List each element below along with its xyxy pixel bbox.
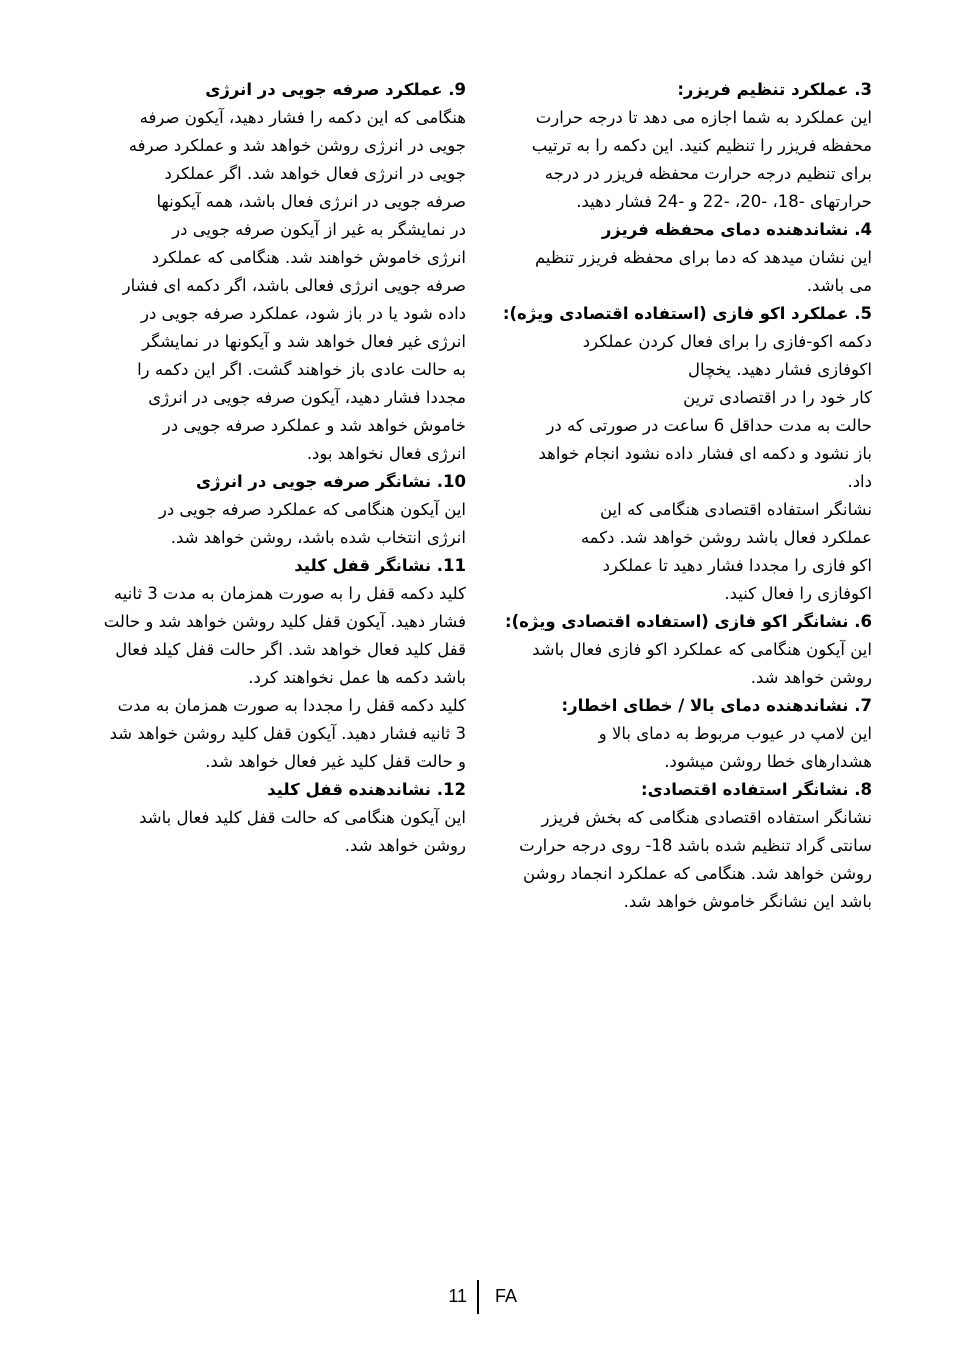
section-heading: 11. نشانگر قفل کلید xyxy=(294,556,466,575)
section-heading: 6. نشانگر اکو فازی (استفاده اقتصادی ویژه): xyxy=(505,612,872,631)
text-line: روشن خواهد شد. xyxy=(750,668,872,687)
section-12 xyxy=(74,776,466,860)
section-body xyxy=(477,804,872,916)
section-body xyxy=(477,244,872,300)
text-line: عملکرد فعال باشد روشن خواهد شد. دکمه xyxy=(580,528,872,547)
section-heading: 3. عملکرد تنظیم فریزر: xyxy=(677,80,872,99)
text-line: برای تنظیم درجه حرارت محفظه فریزر در درجه xyxy=(544,164,872,183)
section-heading: 7. نشاندهنده دمای بالا / خطای اخطار: xyxy=(561,696,872,715)
text-line: اکو فازی را مجددا فشار دهید تا عملکرد xyxy=(602,556,872,575)
text-line: باشد دکمه ها عمل نخواهند کرد. xyxy=(248,668,466,687)
section-body-continued xyxy=(74,692,466,776)
left-column xyxy=(74,76,466,860)
text-line: هنگامی که این دکمه را فشار دهید، آیکون صرفه xyxy=(139,108,466,127)
section-body xyxy=(74,496,466,552)
text-line: 3 ثانیه فشار دهید. آیکون قفل کلید روشن خواهد شد xyxy=(109,724,466,743)
section-body xyxy=(477,720,872,776)
footer-divider xyxy=(477,1280,479,1314)
section-6 xyxy=(477,608,872,692)
text-line: جویی در انرژی فعال خواهد شد. اگر عملکرد xyxy=(164,164,466,183)
text-line: این نشان میدهد که دما برای محفظه فریزر تنظیم xyxy=(534,248,872,267)
text-line: حرارتهای -18، -20، -22 و -24 فشار دهید. xyxy=(576,192,872,211)
text-line: سانتی گراد تنظیم شده باشد 18- روی درجه حرارت xyxy=(519,836,872,855)
section-heading: 10. نشانگر صرفه جویی در انرژی xyxy=(195,472,466,491)
section-heading: 12. نشاندهنده قفل کلید xyxy=(267,780,466,799)
page-number: 11 xyxy=(448,1286,467,1306)
section-body xyxy=(74,580,466,692)
text-line: باشد این نشانگر خاموش خواهد شد. xyxy=(623,892,872,911)
text-line: اکوفازی فشار دهید. یخچال xyxy=(688,360,872,379)
text-line: انرژی انتخاب شده باشد، روشن خواهد شد. xyxy=(170,528,466,547)
text-line: انرژی غیر فعال خواهد شد و آیکونها در نمایشگر xyxy=(142,332,466,351)
text-line: انرژی فعال نخواهد بود. xyxy=(306,444,466,463)
section-8 xyxy=(477,776,872,916)
text-line: نشانگر استفاده اقتصادی هنگامی که بخش فریزر xyxy=(541,808,872,827)
text-line: این آیکون هنگامی که عملکرد صرفه جویی در xyxy=(158,500,466,519)
section-heading: 5. عملکرد اکو فازی (استفاده اقتصادی ویژه): xyxy=(502,304,872,323)
text-line: صرفه جویی در انرژی فعال باشد، همه آیکونها xyxy=(156,192,466,211)
text-line: هشدارهای خطا روشن میشود. xyxy=(664,752,872,771)
section-body xyxy=(477,104,872,216)
text-line: این عملکرد به شما اجازه می دهد تا درجه حرارت xyxy=(535,108,872,127)
section-body xyxy=(74,104,466,468)
text-line: کار خود را در اقتصادی ترین xyxy=(683,388,872,407)
text-line: خاموش خواهد شد و عملکرد صرفه جویی در xyxy=(162,416,466,435)
text-line: داد. xyxy=(847,472,872,491)
section-heading: 8. نشانگر استفاده اقتصادی: xyxy=(641,780,872,799)
section-9 xyxy=(74,76,466,468)
page-footer xyxy=(0,1280,954,1314)
text-line: کلید دکمه قفل را به صورت همزمان به مدت 3 ثانیه xyxy=(113,584,466,603)
section-3 xyxy=(477,76,872,216)
text-line: این لامپ در عیوب مربوط به دمای بالا و xyxy=(598,724,872,743)
text-line: جویی در انرژی روشن خواهد شد و عملکرد صرفه xyxy=(128,136,466,155)
text-line: این آیکون هنگامی که حالت قفل کلید فعال باشد xyxy=(139,808,466,827)
text-line: فشار دهید. آیکون قفل کلید روشن خواهد شد و حالت xyxy=(103,612,466,631)
section-heading: 4. نشاندهنده دمای محفظه فریزر xyxy=(601,220,872,239)
text-line: محفظه فریزر را تنظیم کنید. این دکمه را به ترتیب xyxy=(531,136,872,155)
text-line: انرژی خاموش خواهند شد. هنگامی که عملکرد xyxy=(151,248,466,267)
section-4 xyxy=(477,216,872,300)
text-line: و حالت قفل کلید غیر فعال خواهد شد. xyxy=(205,752,466,771)
text-line: روشن خواهد شد. xyxy=(344,836,466,855)
text-line: به حالت عادی باز خواهند گشت. اگر این دکمه را xyxy=(137,360,466,379)
text-line: داده شود یا در باز شود، عملکرد صرفه جویی در xyxy=(140,304,466,323)
section-heading: 9. عملکرد صرفه جویی در انرژی xyxy=(205,80,466,99)
text-line: قفل کلید فعال خواهد شد. اگر حالت قفل کیلد فعال xyxy=(115,640,466,659)
text-line: باز نشود و دکمه ای فشار داده نشود انجام خواهد xyxy=(538,444,872,463)
text-line: صرفه جویی انرژی فعالی باشد، اگر دکمه ای فشار xyxy=(122,276,466,295)
text-line: اکوفازی را فعال کنید. xyxy=(724,584,872,603)
text-line: این آیکون هنگامی که عملکرد اکو فازی فعال باشد xyxy=(532,640,872,659)
language-code: FA xyxy=(495,1286,518,1306)
text-line: در نمایشگر به غیر از آیکون صرفه جویی در xyxy=(172,220,466,239)
section-7 xyxy=(477,692,872,776)
text-line: مجددا فشار دهید، آیکون صرفه جویی در انرژی xyxy=(148,388,466,407)
section-body xyxy=(477,636,872,692)
section-5 xyxy=(477,300,872,608)
text-line: روشن خواهد شد. هنگامی که عملکرد انجماد روشن xyxy=(522,864,872,883)
text-line: حالت به مدت حداقل 6 ساعت در صورتی که در xyxy=(546,416,872,435)
section-body xyxy=(477,328,872,608)
section-10 xyxy=(74,468,466,552)
right-column xyxy=(477,76,872,916)
section-11 xyxy=(74,552,466,776)
text-line: کلید دکمه قفل را مجددا به صورت همزمان به مدت xyxy=(117,696,466,715)
text-line: دکمه اکو-فازی را برای فعال کردن عملکرد xyxy=(582,332,872,351)
text-line: نشانگر استفاده اقتصادی هنگامی که این xyxy=(599,500,872,519)
section-body xyxy=(74,804,466,860)
text-line: می باشد. xyxy=(806,276,872,295)
